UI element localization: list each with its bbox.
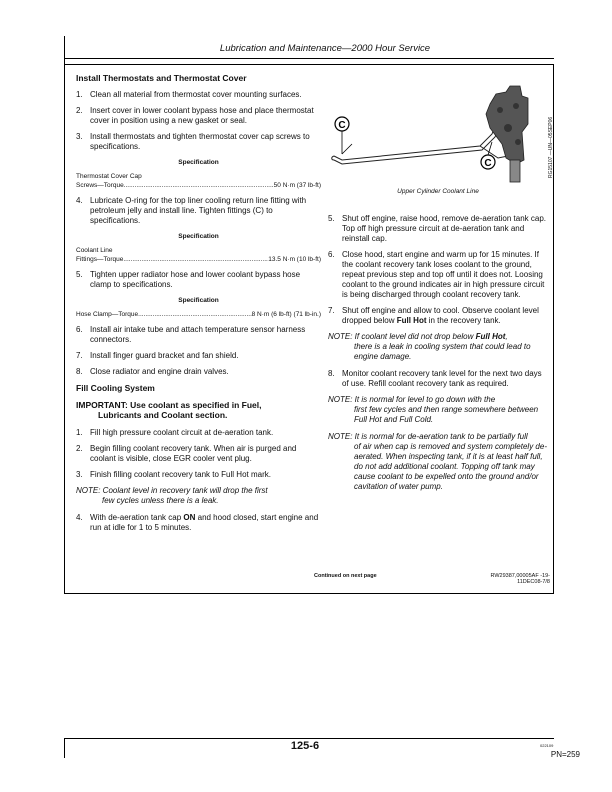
right-column [328, 214, 548, 499]
step-item: 4. With de-aeration tank cap ON and hood closed, start engine and run at idle for 1 to 5 minutes. [76, 513, 319, 532]
step-item: 7. Install finger guard bracket and fan shield. [76, 351, 239, 360]
figure-caption: Upper Cylinder Coolant Line [397, 188, 479, 195]
spec-row-hose-clamp: Hose Clamp—Torque ..... 8 N·m (6 lb-ft) (71 lb-in.) [76, 310, 321, 319]
step-item: 8. Monitor coolant recovery tank level for the next two days of use. Refill coolant recovery tank as required. [328, 369, 542, 388]
footer-rule [64, 738, 554, 739]
step-item: 3. Install thermostats and tighten thermostat cover cap screws to specifications. [76, 132, 310, 151]
document-reference: RW29387,00005AF -19-11DEC08-7/8 [490, 573, 550, 585]
section-heading-fill-cooling: Fill Cooling System [76, 383, 155, 393]
header-rule [64, 58, 554, 59]
step-item: 2. Begin filling coolant recovery tank. When air is purged and coolant is visible, close EGR cooler vent plug. [76, 444, 297, 463]
step-item: 6. Close hood, start engine and warm up for 15 minutes. If the coolant recovery tank loses coolant to the ground, repeat previous step and top off until it does not. Loosing coolant to the ground indicates air in high pressure circuit is being discharged through coolant recovery tank. [328, 250, 545, 299]
note-level-range: NOTE: It is normal for level to go down with the first few cycles and then range somewhere between Full Hot and Full Cold. [328, 395, 539, 424]
specification-heading: Specification [178, 159, 219, 166]
page-number: 125-6 [290, 740, 320, 752]
specification-heading: Specification [178, 297, 219, 304]
step-item: 4. Lubricate O-ring for the top liner cooling return line fitting with petroleum jelly and install line. Tighten fittings (C) to specifications. [76, 196, 307, 225]
step-item: 1. Fill high pressure coolant circuit at de-aeration tank. [76, 428, 274, 437]
header-rule-vertical [64, 36, 65, 66]
note-deaeration: NOTE: It is normal for de-aeration tank to be partially full of air when cap is removed and system completely de-aerated. When inspecting tank, if it is at least half full, do not add additional coolant. Topping off tank may cause coolant to be expelled onto the ground and/or cavitation of water pump. [328, 432, 547, 491]
page-header-title: Lubrication and Maintenance—2000 Hour Service [219, 43, 431, 54]
note-recovery-tank: NOTE: Coolant level in recovery tank will drop the first few cycles unless there is a leak. [76, 486, 268, 505]
note-full-hot: NOTE: If coolant level did not drop below Full Hot, there is a leak in cooling system that could lead to engine damage. [328, 332, 531, 361]
print-date-code: 022109 [540, 743, 554, 748]
spec-label: Thermostat Cover Cap [76, 173, 142, 180]
step-item: 6. Install air intake tube and attach temperature sensor harness connectors. [76, 325, 306, 344]
specification-heading: Specification [178, 233, 219, 240]
callout-c-lower-label: C [484, 158, 492, 169]
callout-c-upper-label: C [338, 120, 346, 131]
step-item: 5. Tighten upper radiator hose and lower coolant bypass hose clamp to specifications. [76, 270, 301, 289]
step-item: 8. Close radiator and engine drain valves. [76, 367, 229, 376]
section-heading-thermostats: Install Thermostats and Thermostat Cover [76, 73, 247, 83]
step-item: 5. Shut off engine, raise hood, remove de-aeration tank cap. Top off high pressure circuit at de-aeration tank and reinstall cap. [328, 214, 546, 243]
step-item: 3. Finish filling coolant recovery tank to Full Hot mark. [76, 470, 271, 479]
figure-reference-code: RG15107 —UN—05SEP06 [548, 116, 554, 178]
step-item: 7. Shut off engine and allow to cool. Observe coolant level dropped below Full Hot in the recovery tank. [328, 306, 539, 325]
coolant-line-illustration [330, 84, 550, 189]
left-column [76, 73, 321, 539]
spec-label: Coolant Line [76, 247, 113, 254]
step-item: 1. Clean all material from thermostat cover mounting surfaces. [76, 90, 302, 99]
spec-row-cover-screws: Screws—Torque ..... 50 N·m (37 lb-ft) [76, 181, 321, 190]
continued-notice: Continued on next page [314, 573, 377, 579]
spec-row-coolant-fittings: Fittings—Torque ..... 13.5 N·m (10 lb-ft) [76, 255, 321, 264]
footer-rule-vertical [64, 738, 65, 758]
important-notice: IMPORTANT: Use coolant as specified in Fuel, Lubricants and Coolant section. [76, 400, 262, 420]
step-item: 2. Insert cover in lower coolant bypass hose and place thermostat cover in position using a new gasket or seal. [76, 106, 314, 125]
part-number: PN=259 [550, 750, 580, 759]
